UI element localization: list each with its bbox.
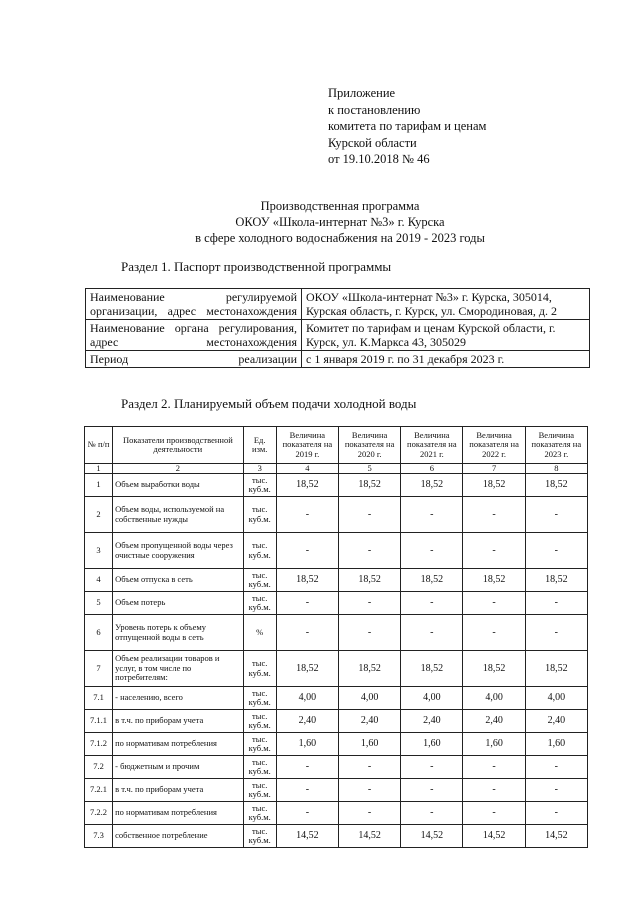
column-number-row <box>85 464 588 474</box>
row-value: - <box>338 802 400 825</box>
row-value: - <box>525 533 587 569</box>
row-value: - <box>338 533 400 569</box>
header-year-2023: Величина показателя на 2023 г. <box>525 427 587 464</box>
row-number: 5 <box>85 592 113 615</box>
row-indicator: по нормативам потребления <box>113 802 244 825</box>
section2-heading: Раздел 2. Планируемый объем подачи холодной воды <box>121 396 417 411</box>
title-line: Производственная программа <box>260 199 420 213</box>
row-number: 2 <box>85 497 113 533</box>
annex-block <box>328 85 486 168</box>
row-value: - <box>463 533 525 569</box>
row-value: - <box>463 756 525 779</box>
row-indicator: Уровень потерь к объему отпущенной воды в сеть <box>113 615 244 651</box>
row-value: - <box>401 615 463 651</box>
row-value: 1,60 <box>276 733 338 756</box>
table-row <box>85 569 588 592</box>
row-value: - <box>401 497 463 533</box>
row-value: - <box>525 802 587 825</box>
row-value: - <box>401 802 463 825</box>
row-indicator: Объем воды, используемой на собственные нужды <box>113 497 244 533</box>
annex-line: к постановлению <box>328 102 421 117</box>
row-number: 7.1.2 <box>85 733 113 756</box>
row-value: 18,52 <box>463 474 525 497</box>
row-value: 4,00 <box>463 687 525 710</box>
row-indicator: по нормативам потребления <box>113 733 244 756</box>
row-value: 1,60 <box>525 733 587 756</box>
column-number: 5 <box>338 464 400 474</box>
row-indicator: Объем выработки воды <box>113 474 244 497</box>
row-number: 7.2.2 <box>85 802 113 825</box>
row-value: - <box>276 497 338 533</box>
title-line: ОКОУ «Школа-интернат №3» г. Курска <box>235 215 445 229</box>
passport-value: ОКОУ «Школа-интернат №3» г. Курска, 305014, Курская область, г. Курск, ул. Смородиновая, д. 2 <box>302 289 590 320</box>
row-value: 18,52 <box>401 474 463 497</box>
row-number: 7.1.1 <box>85 710 113 733</box>
row-value: - <box>276 802 338 825</box>
row-value: - <box>401 756 463 779</box>
row-value: 18,52 <box>401 651 463 687</box>
row-value: 4,00 <box>338 687 400 710</box>
row-value: - <box>401 592 463 615</box>
passport-table <box>85 288 590 368</box>
row-value: 2,40 <box>401 710 463 733</box>
row-value: 1,60 <box>463 733 525 756</box>
column-number: 3 <box>243 464 276 474</box>
row-unit: тыс. куб.м. <box>243 825 276 848</box>
row-value: 1,60 <box>401 733 463 756</box>
header-indicator: Показатели производственной деятельности <box>113 427 244 464</box>
row-value: 2,40 <box>463 710 525 733</box>
row-value: 18,52 <box>276 474 338 497</box>
header-year-2020: Величина показателя на 2020 г. <box>338 427 400 464</box>
row-value: - <box>525 756 587 779</box>
table-row <box>85 779 588 802</box>
passport-key: Наименование регулируемой организации, адрес местонахождения <box>86 289 302 320</box>
row-unit: тыс. куб.м. <box>243 687 276 710</box>
row-unit: тыс. куб.м. <box>243 779 276 802</box>
row-value: 14,52 <box>276 825 338 848</box>
row-unit: тыс. куб.м. <box>243 592 276 615</box>
passport-key: Наименование органа регулирования, адрес местонахождения <box>86 320 302 351</box>
table-row <box>85 802 588 825</box>
header-year-2022: Величина показателя на 2022 г. <box>463 427 525 464</box>
row-value: - <box>463 802 525 825</box>
row-value: 14,52 <box>525 825 587 848</box>
row-value: - <box>338 615 400 651</box>
annex-line: Курской области <box>328 135 417 150</box>
row-number: 7.2.1 <box>85 779 113 802</box>
row-value: - <box>525 497 587 533</box>
row-unit: тыс. куб.м. <box>243 497 276 533</box>
row-value: - <box>276 615 338 651</box>
row-indicator: - бюджетным и прочим <box>113 756 244 779</box>
row-value: - <box>463 779 525 802</box>
row-value: 18,52 <box>276 651 338 687</box>
row-unit: % <box>243 615 276 651</box>
row-value: 18,52 <box>401 569 463 592</box>
row-value: - <box>338 592 400 615</box>
document-title <box>90 198 590 246</box>
row-unit: тыс. куб.м. <box>243 651 276 687</box>
row-value: 14,52 <box>338 825 400 848</box>
passport-row <box>86 351 590 368</box>
table-row <box>85 710 588 733</box>
row-value: 2,40 <box>276 710 338 733</box>
row-value: 18,52 <box>525 651 587 687</box>
table-row <box>85 615 588 651</box>
section1-heading: Раздел 1. Паспорт производственной программы <box>121 259 392 274</box>
header-year-2019: Величина показателя на 2019 г. <box>276 427 338 464</box>
row-number: 7 <box>85 651 113 687</box>
row-value: - <box>338 779 400 802</box>
row-unit: тыс. куб.м. <box>243 533 276 569</box>
row-value: - <box>525 779 587 802</box>
row-value: 4,00 <box>401 687 463 710</box>
row-indicator: Объем пропущенной воды через очистные сооружения <box>113 533 244 569</box>
row-value: 18,52 <box>338 651 400 687</box>
row-value: 2,40 <box>525 710 587 733</box>
row-value: - <box>276 533 338 569</box>
passport-value: с 1 января 2019 г. по 31 декабря 2023 г. <box>302 351 590 368</box>
row-unit: тыс. куб.м. <box>243 756 276 779</box>
row-number: 7.2 <box>85 756 113 779</box>
row-number: 7.3 <box>85 825 113 848</box>
row-value: - <box>338 497 400 533</box>
row-number: 1 <box>85 474 113 497</box>
row-unit: тыс. куб.м. <box>243 474 276 497</box>
row-number: 6 <box>85 615 113 651</box>
column-number: 4 <box>276 464 338 474</box>
table-row <box>85 497 588 533</box>
row-value: - <box>338 756 400 779</box>
header-year-2021: Величина показателя на 2021 г. <box>401 427 463 464</box>
annex-line: от 19.10.2018 № 46 <box>328 152 430 166</box>
table-row <box>85 651 588 687</box>
row-value: - <box>276 756 338 779</box>
row-value: 18,52 <box>276 569 338 592</box>
row-unit: тыс. куб.м. <box>243 802 276 825</box>
column-number: 2 <box>113 464 244 474</box>
row-value: - <box>525 615 587 651</box>
row-value: - <box>525 592 587 615</box>
table-row <box>85 756 588 779</box>
table-body <box>85 474 588 848</box>
row-value: - <box>276 779 338 802</box>
row-value: 18,52 <box>525 569 587 592</box>
row-value: 2,40 <box>338 710 400 733</box>
annex-line: Приложение <box>328 86 396 100</box>
row-value: 4,00 <box>525 687 587 710</box>
column-number: 8 <box>525 464 587 474</box>
row-unit: тыс. куб.м. <box>243 569 276 592</box>
row-indicator: Объем отпуска в сеть <box>113 569 244 592</box>
passport-value: Комитет по тарифам и ценам Курской области, г. Курск, ул. К.Маркса 43, 305029 <box>302 320 590 351</box>
row-value: - <box>463 615 525 651</box>
row-number: 7.1 <box>85 687 113 710</box>
row-value: 18,52 <box>338 474 400 497</box>
row-unit: тыс. куб.м. <box>243 710 276 733</box>
row-indicator: в т.ч. по приборам учета <box>113 710 244 733</box>
column-number: 7 <box>463 464 525 474</box>
row-indicator: Объем потерь <box>113 592 244 615</box>
row-value: - <box>401 779 463 802</box>
table-header-row <box>85 427 588 464</box>
title-line: в сфере холодного водоснабжения на 2019 - 2023 годы <box>195 231 485 245</box>
column-number: 6 <box>401 464 463 474</box>
header-unit: Ед. изм. <box>243 427 276 464</box>
row-indicator: Объем реализации товаров и услуг, в том числе по потребителям: <box>113 651 244 687</box>
row-value: 18,52 <box>525 474 587 497</box>
table-row <box>85 592 588 615</box>
row-value: 1,60 <box>338 733 400 756</box>
row-value: 4,00 <box>276 687 338 710</box>
row-number: 3 <box>85 533 113 569</box>
row-value: 14,52 <box>463 825 525 848</box>
row-value: - <box>463 592 525 615</box>
row-indicator: - населению, всего <box>113 687 244 710</box>
column-number: 1 <box>85 464 113 474</box>
annex-line: комитета по тарифам и ценам <box>328 119 487 133</box>
row-value: 14,52 <box>401 825 463 848</box>
water-volume-table <box>84 426 588 848</box>
row-number: 4 <box>85 569 113 592</box>
table-row <box>85 474 588 497</box>
row-value: 18,52 <box>338 569 400 592</box>
passport-row <box>86 289 590 320</box>
header-number: № п/п <box>85 427 113 464</box>
table-row <box>85 687 588 710</box>
row-indicator: в т.ч. по приборам учета <box>113 779 244 802</box>
row-value: - <box>401 533 463 569</box>
row-value: - <box>276 592 338 615</box>
table-row <box>85 825 588 848</box>
passport-key: Период реализации <box>86 351 302 368</box>
row-indicator: собственное потребление <box>113 825 244 848</box>
table-row <box>85 733 588 756</box>
table-row <box>85 533 588 569</box>
row-value: - <box>463 497 525 533</box>
row-value: 18,52 <box>463 651 525 687</box>
row-unit: тыс. куб.м. <box>243 733 276 756</box>
row-value: 18,52 <box>463 569 525 592</box>
passport-row <box>86 320 590 351</box>
